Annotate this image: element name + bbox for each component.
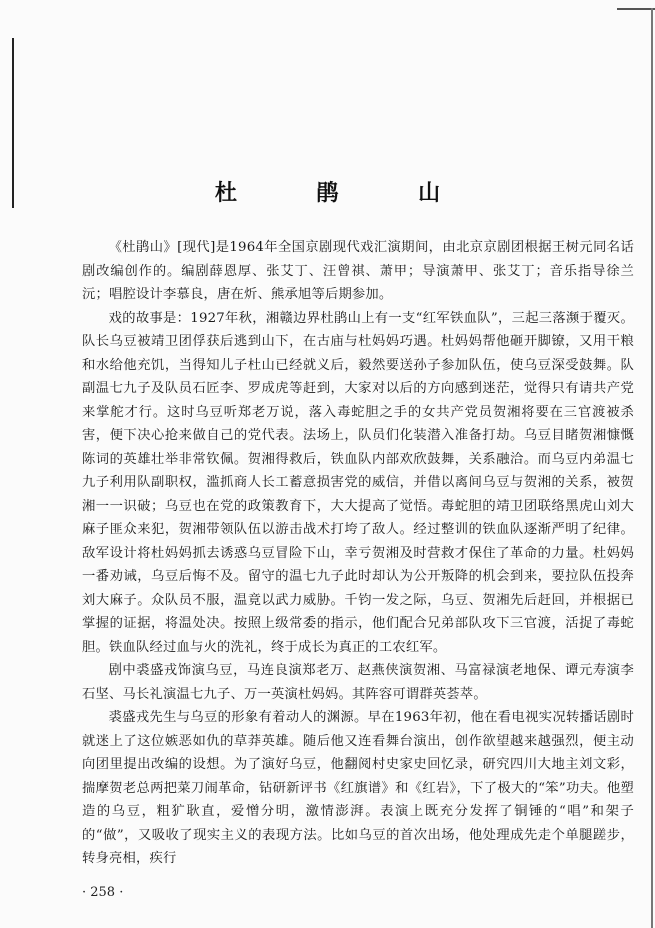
body-text: [82, 236, 634, 871]
chapter-title: 杜 鹃 山: [214, 181, 477, 206]
scan-corner-mark: [617, 8, 655, 10]
page-number: · 258 ·: [82, 885, 124, 900]
paragraph: 《杜鹃山》[现代]是1964年全国京剧现代戏汇演期间，由北京京剧团根据王树元同名话剧改编创作的。编剧薛恩厚、张艾丁、汪曾祺、萧甲；导演萧甲、张艾丁；音乐指导徐兰沅；唱腔设计李慕良，唐在炘、熊承旭等后期参加。: [82, 240, 634, 302]
paragraph: 裘盛戎先生与乌豆的形象有着动人的渊源。早在1963年初，他在看电视实况转播话剧时就迷上了这位嫉恶如仇的草莽英雄。随后他又连看舞台演出，创作欲望越来越强烈，便主动向团里提出改编的设想。为了演好乌豆，他翻阅村史家史回忆录，研究四川大地主刘文彩，揣摩贺老总两把菜刀闹革命，钻研新评书《红旗谱》和《红岩》，下了极大的“笨”功夫。他塑造的乌豆，粗犷耿直，爱憎分明，激情澎湃。表演上既充分发挥了铜锤的“唱”和架子的“做”，又吸收了现实主义的表现方法。比如乌豆的首次出场，他处理成先走个单腿蹉步，转身亮相，疾行: [82, 710, 634, 866]
scan-right-edge: [651, 8, 653, 928]
paragraph: 戏的故事是：1927年秋，湘赣边界杜鹃山上有一支“红军铁血队”，三起三落濒于覆灭。队长乌豆被靖卫团俘获后逃到山下，在古庙与杜妈妈巧遇。杜妈妈帮他砸开脚镣，又用干粮和水给他充饥，当得知儿子杜山已经就义后，毅然要送孙子参加队伍，使乌豆深受鼓舞。队副温七九子及队员石匠李、罗成虎等赶到，大家对以后的方向感到迷茫，觉得只有请共产党来掌舵才行。这时乌豆听郑老万说，落入毒蛇胆之手的女共产党员贺湘将要在三官渡被杀害，便下决心抢来做自己的党代表。法场上，队员们化装潜入准备打劫。乌豆目睹贺湘慷慨陈词的英雄壮举非常钦佩。贺湘得救后，铁血队内部欢欣鼓舞，关系融洽。而乌豆内弟温七九子利用队副职权，滥抓商人长工蓄意损害党的威信，并借以离间乌豆与贺湘的关系，被贺湘一一识破；乌豆也在党的政策教育下，大大提高了觉悟。毒蛇胆的靖卫团联络黑虎山刘大麻子匪众来犯，贺湘带领队伍以游击战术打垮了敌人。经过整训的铁血队逐渐严明了纪律。敌军设计将杜妈妈抓去诱惑乌豆冒险下山，幸亏贺湘及时营救才保住了革命的力量。杜妈妈一番劝诫，乌豆后悔不及。留守的温七九子此时却认为公开叛降的机会到来，要拉队伍投奔刘大麻子。众队员不服，温竟以武力威胁。千钧一发之际，乌豆、贺湘先后赶回，并根据已掌握的证据，将温处决。按照上级常委的指示，他们配合兄弟部队攻下三官渡，活捉了毒蛇胆。铁血队经过血与火的洗礼，终于成长为真正的工农红军。: [82, 310, 634, 655]
paragraph: 剧中裘盛戎饰演乌豆，马连良演郑老万、赵燕侠演贺湘、马富禄演老地保、谭元寿演李石坚、马长礼演温七九子、万一英演杜妈妈。其阵容可谓群英荟萃。: [82, 663, 634, 702]
